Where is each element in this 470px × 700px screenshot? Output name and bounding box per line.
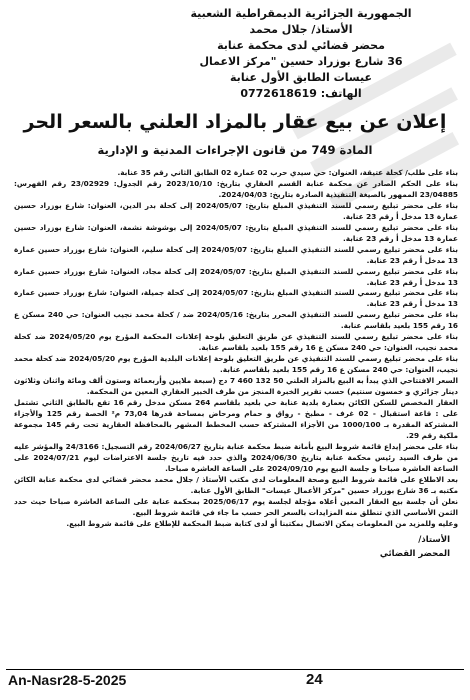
bailiff-court: محضر قضائي لدى محكمة عنابة (217, 39, 385, 52)
notice-title: إعلان عن بيع عقار بالمزاد العلني بالسعر الحر (23, 111, 447, 133)
body-paragraph: بناء على محضر تبليغ رسمي للسند التنفيذي المبلغ بتاريخ: 2024/05/07 إلى بوشوشة نشمة، العنوان: شارع بوزراد حسين عمارة 13 مدخل أ رقم 23 عنابة. (14, 222, 458, 243)
office-phone: الهاتف: 0772618619 (240, 87, 362, 100)
office-address: 36 شارع بوزراد حسين "مركز الاعمال (199, 55, 403, 68)
page-number: 24 (306, 671, 323, 688)
body-paragraph: بناء على محضر تبليغ رسمي للسند التنفيذي المبلغ بتاريخ: 2024/05/07 إلى كحلة جميلة، العنوان: شارع بوزراد حسين عمارة 13 مدخل أ رقم 23 عنابة. (14, 288, 458, 309)
body-paragraph: نعلن أن جلسة بيع العقار المعين أعلاه مؤجلة لجلسة يوم 2025/06/17 بمحكمة عنابة على الساعة العاشرة صباحا حيث حدد الثمن الأساسي الذي تنطلق منه المزايدات بالسعر الحر حسب ما جاء في قائمة شروط البيع. (14, 496, 458, 517)
body-paragraph: العقار المخصص للسكن الكائن بعمارة بلدية عنابة حي بلعيد بلقاسم 264 مسكن مدخل رقم 16 تقع بالطابق الثاني تشتمل على : قاعة استقبال - 02 غرف - مطبخ - رواق و حمام ومرحاض بمساحة قدرها 73,04 م² الحصة رقم 125 والأجزاء المشتركة المقدرة بـ 1000/100 من الأجزاء المشتركة حسب المخطط المشهر بالمحافظة العقارية تحت رقم 145 مجموعة ملكية رقم 29. (14, 398, 458, 440)
notice-subtitle: المادة 749 من قانون الإجراءات المدنية و الإدارية (97, 143, 373, 157)
newspaper-page (6, 4, 464, 696)
body-paragraph: بناء على محضر إيداع قائمة شروط البيع بأمانة ضبط محكمة عنابة بتاريخ 2024/06/27 رقم التسجيل: 24/3166 والمؤشر عليه من طرف السيد رئيس محكمة عنابة بتاريخ 2024/06/30 والذي حدد فيه تاريخ جلسة الاعتراضات ليوم 2024/07/21 على الساعة العاشرة صباحا و جلسة البيع يوم 2024/09/10 على الساعة العاشرة صباحا. (14, 441, 459, 473)
signature-title: الأستاذ/ (418, 535, 450, 546)
signature-block (6, 533, 450, 561)
body-paragraph: بناء على محضر تبليغ رسمي للسند التنفيذي المبلغ بتاريخ: 2024/05/07 إلى كحلة مجاد، العنوان: شارع بوزراد حسين عمارة 13 مدخل أ رقم 23 عنابة. (14, 266, 458, 287)
signature-role: المحضر القضائي (379, 549, 450, 560)
body-paragraph: بناء على محضر تبليغ رسمي للسند التنفيذي المبلغ بتاريخ: 2024/05/07 إلى كحلة بدر الدين، العنوان: شارع بوزراد حسين عمارة 13 مدخل أ رقم 23 عنابة. (14, 200, 458, 221)
body-paragraph: وعليه وللمزيد من المعلومات يمكن الاتصال بمكتبنا أو لدى كتابة ضبط المحكمة للإطلاع على قائمة شروط البيع. (66, 518, 458, 528)
bailiff-header (166, 6, 436, 102)
body-paragraph: بعد الاطلاع على قائمة شروط البيع وصحة المعلومات لدى مكتب الأستاذ / جلال محمد محضر قضائي لدى محكمة عنابة الكائن مكتبه بـ 36 شارع بوزراد حسين "مركز الأعمال عيسات" الطابق الأول عنابة. (14, 474, 458, 495)
body-paragraph: بناء على محضر تبليغ رسمي للسند التنفيذي عن طريق التعليق بلوحة إعلانات البلدية المؤرخ يوم 2024/05/20 ضد كحلة محمد نجيب، العنوان: حي 240 مسكن ع 16 رقم 155 بلعيد بلقاسم عنابة. (14, 354, 458, 375)
page-footer (6, 669, 464, 690)
issue-label: An-Nasr28-5-2025 (8, 672, 127, 688)
notice-body (14, 168, 458, 529)
bailiff-name: الأستاذ/ جلال محمد (249, 23, 353, 36)
body-paragraph: السعر الافتتاحي الذي يبدأ به البيع بالمزاد العلني 50 132 460 7 دج (سبعة ملايين وأربعمائة وستون ألف ومائة واثنان وثلاثون دينار جزائري و خمسون سنتيم) حسب تقرير الخبرة المنجز من طرف الخبير العقاري المعين من المحكمة. (14, 376, 458, 397)
republic-name: الجمهورية الجزائرية الديمقراطية الشعبية (190, 7, 412, 20)
body-paragraph: بناء على محضر تبليغ رسمي للسند التنفيذي المحرر بتاريخ: 2024/05/16 ضد / كحلة محمد نجيب العنوان: حي 240 مسكن ع 16 رقم 155 بلعيد بلقاسم عنابة. (14, 310, 458, 331)
body-paragraph: بناء على محضر تبليغ رسمي للسند التنفيذي المبلغ بتاريخ: 2024/05/07 إلى كحلة سليم، العنوان: شارع بوزراد حسين عمارة 13 مدخل أ رقم 23 عنابة. (14, 244, 458, 265)
body-paragraph: بناء على طلب/ كحلة عتيقة، العنوان: حي سيدي حرب 02 عمارة 02 الطابق الثاني رقم 35 عنابة. (117, 168, 458, 177)
office-floor: عيسات الطابق الأول عنابة (230, 71, 372, 84)
body-paragraph: بناء على الحكم الصادر عن محكمة عنابة القسم العقاري بتاريخ: 2023/10/10 رقم الجدول: 23/02929 رقم الفهرس: 23/04885 الممهور بالصيغة التنفيذية الصادرة بتاريخ: 2024/04/03. (14, 178, 458, 199)
body-paragraph: بناء على محضر تبليغ رسمي للسند التنفيذي عن طريق التعليق بلوحة إعلانات المحكمة المؤرخ يوم 2024/05/20 ضد كحلة محمد نجيب، العنوان: حي 240 مسكن ع 16 رقم 155 بلعيد بلقاسم عنابة. (14, 332, 458, 353)
